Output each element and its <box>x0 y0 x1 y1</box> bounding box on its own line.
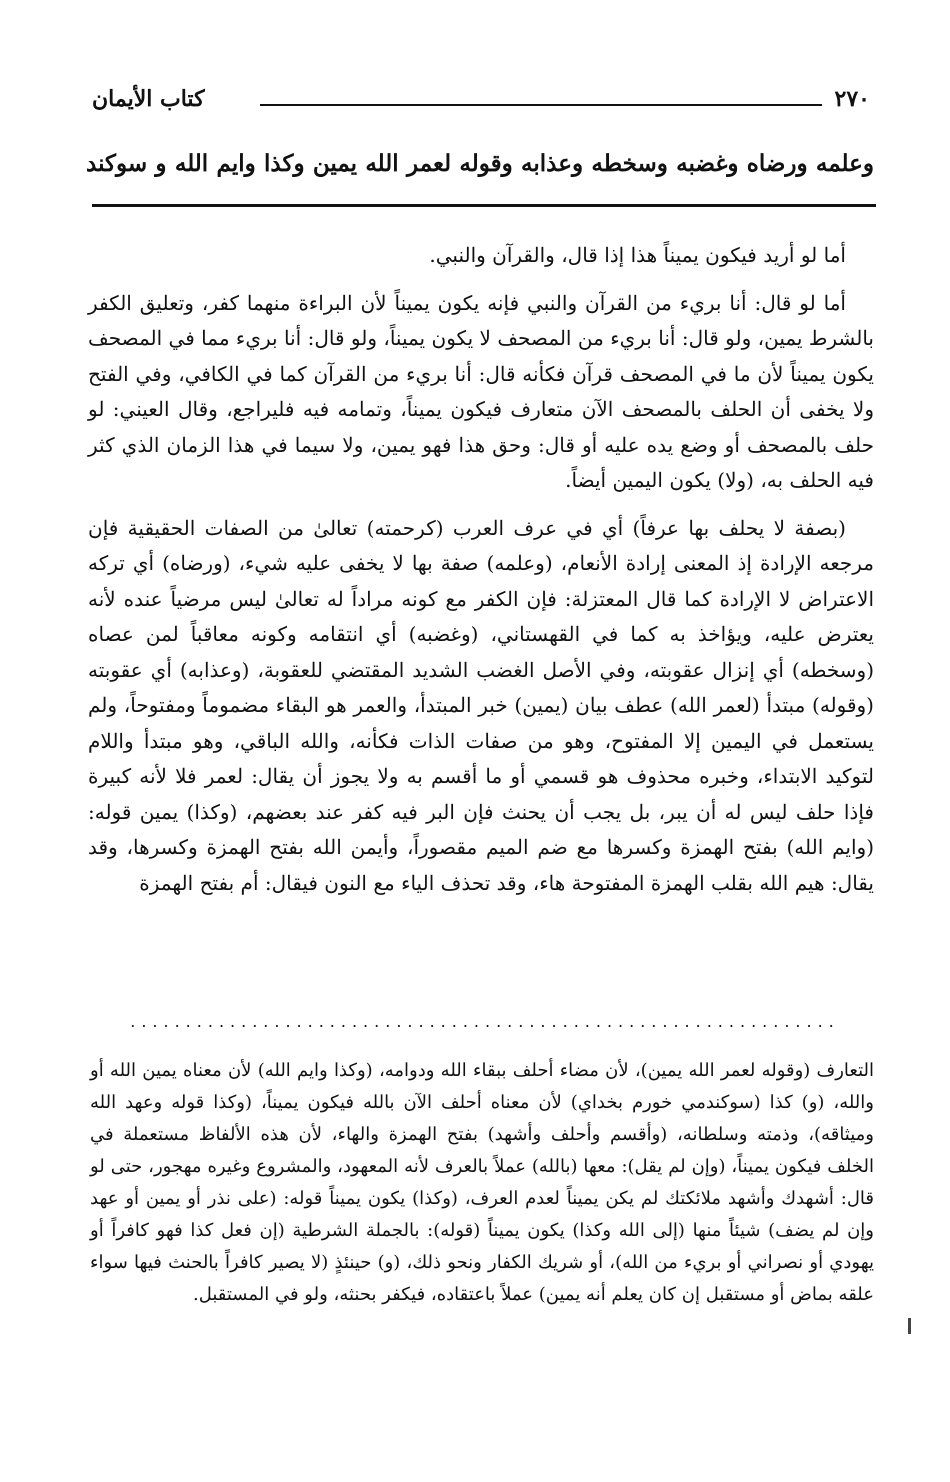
book-title: كتاب الأيمان <box>92 86 205 112</box>
footnote-commentary <box>90 1055 874 1311</box>
commentary-paragraph: أما لو أريد فيكون يميناً هذا إذا قال، والقرآن والنبي. <box>429 243 846 267</box>
commentary-paragraph: أما لو قال: أنا بريء من القرآن والنبي فإنه يكون يميناً لأن البراءة منهما كفر، وتعليق الكفر بالشرط يمين، ولو قال: أنا بريء من المصحف لا يكون يميناً، ولو قال: أنا بريء مما في المصحف يكون يميناً لأن ما في المصحف قرآن فكأنه قال: أنا بريء من القرآن كما في الكافي، وفي الفتح ولا يخفى أن الحلف بالمصحف الآن متعارف فيكون يميناً، وتمامه فيه فليراجع، وقال العيني: لو حلف بالمصحف أو وضع يده عليه أو قال: وحق هذا فهو يمين، ولا سيما في هذا الزمان الذي كثر فيه الحلف به، (ولا) يكون اليمين أيضاً. <box>88 290 874 492</box>
footnote-paragraph: التعارف (وقوله لعمر الله يمين)، لأن مضاء أحلف ببقاء الله ودوامه، (وكذا وايم الله) لأن معناه يمين الله أو والله، (و) كذا (سوكندمي خورم بخداي) لأن معناه أحلف الآن بالله فيكون يميناً، (وكذا قوله وعهد الله وميثاقه)، وذمته وسلطانه، (وأقسم وأحلف وأشهد) بفتح الهمزة والهاء، لأن هذه الألفاظ مستعملة في الخلف فيكون يميناً، (وإن لم يقل): معها (بالله) عملاً بالعرف لأنه المعهود، والمشروع وغيره مهجور، حتى لو قال: أشهدك وأشهد ملائكتك لم يكن يميناً لعدم العرف، (وكذا) يكون يميناً قوله: (على نذر أو يمين أو عهد وإن لم يضف) شيئاً منها (إلى الله وكذا) يكون يميناً (قوله): بالجملة الشرطية (إن فعل كذا فهو كافراً أو يهودي أو نصراني أو بريء من الله)، أو شريك الكفار ونحو ذلك، (و) حينئذٍ (لا يصير كافراً بالحنث فيها سواء علقه بماض أو مستقبل إن كان يعلم أنه يمين) عملاً باعتقاده، فيكفر بحنثه، ولو في المستقبل. <box>90 1060 874 1305</box>
running-header <box>92 86 870 126</box>
matn-text: وعلمه ورضاه وغضبه وسخطه وعذابه وقوله لعمر الله يمين وكذا وايم الله و سوكند <box>86 150 874 177</box>
margin-mark <box>908 1318 911 1334</box>
dotted-divider: ................................................................ <box>130 1012 840 1031</box>
page-number: ٢٧٠ <box>834 86 870 112</box>
header-rule <box>260 104 822 106</box>
commentary-body <box>88 238 874 901</box>
commentary-paragraph: (بصفة لا يحلف بها عرفاً) أي في عرف العرب (كرحمته) تعالىٰ من الصفات الحقيقية فإن مرجعه الإرادة إذ المعنى إرادة الأنعام، (وعلمه) صفة بها لا يخفى عليه شيء، (ورضاه) أي تركه الاعتراض لا الإرادة كما قال المعتزلة: فإن الكفر مع كونه مراداً له تعالىٰ ليس مرضياً عنده لأنه يعترض عليه، ويؤاخذ به كما في القهستاني، (وغضبه) أي انتقامه وكونه معاقباً لمن عصاه (وسخطه) أي إنزال عقوبته، وفي الأصل الغضب الشديد المقتضي للعقوبة، (وعذابه) أي عقوبته (وقوله) مبتدأ (لعمر الله) عطف بيان (يمين) خبر المبتدأ، والعمر هو البقاء مضموماً ومفتوحاً، ولم يستعمل في اليمين إلا المفتوح، وهو من صفات الذات فكأنه، والله الباقي، وهو مبتدأ واللام لتوكيد الابتداء، وخبره محذوف هو قسمي أو ما أقسم به ولا يجوز أن يقال: لعمر فلا لأنه كبيرة فإذا حلف ليس له أن يبر، بل يجب أن يحنث فإن البر فيه كفر عند بعضهم، (وكذا) يمين قوله: (وايم الله) بفتح الهمزة وكسرها مع ضم الميم مقصوراً، وأيمن الله بفتح الهمزة وكسرها، وقد يقال: هيم الله بقلب الهمزة المفتوحة هاء، وقد تحذف الياء مع النون فيقال: أم بفتح الهمزة <box>88 515 874 895</box>
matn-divider <box>92 204 876 207</box>
